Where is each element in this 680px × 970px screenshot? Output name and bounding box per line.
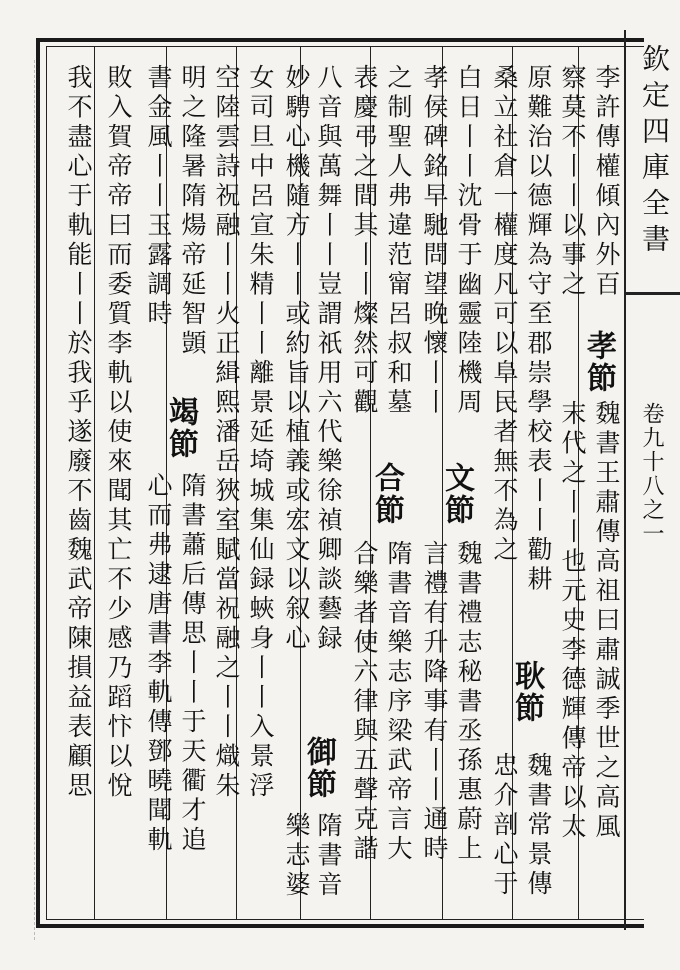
head-word: 竭節 [163,396,198,460]
text-column: 忠介剖心于 [490,752,519,900]
text-column: 桑立社倉一權度凡可以阜民者無不為之 [490,64,519,566]
text-column: 孝侯碑銘早馳問望晚懷丨丨 [420,64,449,418]
text-column: 空陸雲詩祝融丨丨火正緝熙潘岳狹室賦當祝融之丨丨熾朱 [212,64,241,802]
head-word: 孝節 [581,330,616,394]
fold-rule [624,292,680,295]
text-column: 白日丨丨沈骨于幽靈陸機周 [454,64,483,418]
text-column: 魏書王肅傳高祖曰肅誠季世之高風 [592,400,621,843]
text-column: 隋書蕭后傳思丨丨于天衢才追 [178,472,207,856]
page-edge-shadow [0,60,35,940]
text-column: 李許傳權傾內外百 [592,64,621,300]
head-word: 御節 [301,736,336,800]
head-word: 合節 [369,462,404,526]
text-column: 魏書禮志秘書丞孫惠蔚上 [454,540,483,865]
text-column: 女司旦中呂宣朱精丨丨離景延埼城集仙録蛺身丨丨入景浮 [246,64,275,802]
text-column: 隋書音 [314,812,343,901]
text-column: 心而弗逮唐書李軌傳鄧曉聞軌 [144,472,173,856]
text-column: 原難治以德輝為守至郡崇學校表丨丨勸耕 [524,64,553,595]
text-column: 合樂者使六律與五聲克諧 [350,540,379,865]
text-column: 敗入賀帝帝曰而委質李軌以使來聞其亡不少感乃蹈忭以悅 [104,64,133,802]
text-column: 察莫不丨丨以事之 [558,64,587,300]
head-word: 耿節 [509,660,544,724]
head-word: 文節 [439,462,474,526]
book-title: 欽定四庫全書 [638,44,671,260]
juan-label: 卷九十八之一 [639,402,664,546]
text-column: 末代之丨丨也元史李德輝傳帝以太 [558,400,587,843]
text-column: 書金風丨丨玉露調時 [144,64,173,330]
text-column: 言禮有升降事有丨丨通時 [420,540,449,865]
text-column: 之制聖人弗違范甯呂叔和墓 [384,64,413,418]
text-column: 魏書常景傳 [524,752,553,900]
text-column: 八音與萬舞丨丨豈謂祇用六代樂徐禎卿談藝録 [314,64,343,654]
text-column: 妙騁心機隨方丨丨或約旨以植義或宏文以叙心 [282,64,311,654]
text-column: 明之隆暑隋煬帝延智顗 [178,64,207,359]
text-column: 我不盡心于軌能丨丨於我乎遂廢不齒魏武帝陳損益表顧思 [64,64,93,802]
text-column: 隋書音樂志序梁武帝言大 [384,540,413,865]
text-column: 表慶弔之間其丨丨燦然可觀 [350,64,379,418]
text-column: 樂志婆 [282,812,311,901]
